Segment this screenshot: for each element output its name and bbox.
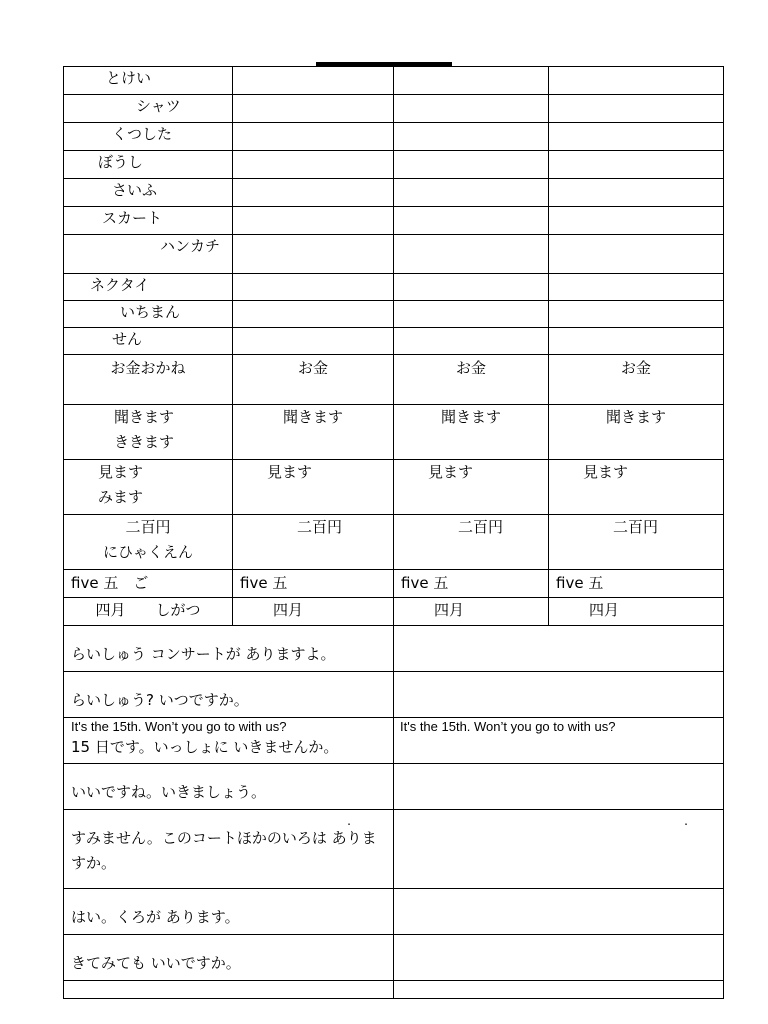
english-prompt: It's the 15th. Won’t you go to with us? <box>71 719 287 734</box>
answer-cell[interactable] <box>394 328 549 355</box>
table-row <box>64 207 724 235</box>
answer-cell[interactable] <box>549 328 724 355</box>
answer-cell[interactable] <box>64 981 394 999</box>
table-row <box>64 935 724 981</box>
kanji-reading: ききます <box>114 433 175 451</box>
dialogue-cell <box>64 718 394 764</box>
answer-cell[interactable] <box>233 235 394 274</box>
kanji-practice: 四月 <box>549 598 724 626</box>
answer-cell[interactable] <box>549 301 724 328</box>
dialogue-cell <box>64 810 394 889</box>
answer-cell[interactable] <box>394 935 724 981</box>
kanji-practice: 二百円 <box>549 515 724 570</box>
vocab-label: いちまん <box>64 301 233 328</box>
kanji-practice: 二百円 <box>233 515 394 570</box>
kanji-practice: 四月 <box>394 598 549 626</box>
vocab-label: くつした <box>64 123 233 151</box>
kanji-practice: five 五 <box>394 570 549 598</box>
kanji-reading: みます <box>98 488 144 506</box>
answer-cell[interactable] <box>394 626 724 672</box>
table-row <box>64 405 724 460</box>
kanji-main: 二百円 <box>125 518 171 536</box>
dialogue-line: らいしゅう コンサートが ありますよ。 <box>64 626 394 672</box>
kanji-label <box>64 515 233 570</box>
answer-cell[interactable] <box>233 274 394 301</box>
answer-cell[interactable] <box>394 889 724 935</box>
answer-cell[interactable] <box>394 235 549 274</box>
table-row <box>64 810 724 889</box>
answer-cell[interactable] <box>394 67 549 95</box>
answer-cell[interactable] <box>394 981 724 999</box>
answer-cell[interactable] <box>233 151 394 179</box>
kanji-main: 聞きます <box>114 408 175 426</box>
table-row <box>64 235 724 274</box>
kanji-practice: five 五 <box>233 570 394 598</box>
answer-cell[interactable] <box>394 123 549 151</box>
kanji-practice: 四月 <box>233 598 394 626</box>
answer-cell[interactable] <box>394 672 724 718</box>
dialogue-line: 15 日です。いっしょに いきませんか。 <box>71 738 339 756</box>
answer-cell[interactable] <box>549 67 724 95</box>
stray-mark: . <box>347 814 351 828</box>
answer-cell[interactable] <box>394 274 549 301</box>
kanji-main: 見ます <box>98 463 144 481</box>
table-row <box>64 151 724 179</box>
table-row <box>64 301 724 328</box>
dialogue-line: らいしゅう? いつですか。 <box>64 672 394 718</box>
table-row <box>64 672 724 718</box>
table-row <box>64 328 724 355</box>
table-row <box>64 355 724 405</box>
answer-cell[interactable] <box>549 123 724 151</box>
answer-cell[interactable] <box>394 151 549 179</box>
kanji-practice: 見ます <box>549 460 724 515</box>
table-row <box>64 570 724 598</box>
answer-cell[interactable] <box>549 207 724 235</box>
kanji-practice: 聞きます <box>233 405 394 460</box>
dialogue-line: はい。くろが あります。 <box>64 889 394 935</box>
kanji-reading: にひゃくえん <box>102 543 193 561</box>
vocab-label: シャツ <box>64 95 233 123</box>
vocab-label: せん <box>64 328 233 355</box>
kanji-practice: お金 <box>233 355 394 405</box>
answer-cell[interactable] <box>394 810 724 889</box>
answer-cell[interactable] <box>549 235 724 274</box>
english-prompt: It's the 15th. Won’t you go to with us? <box>400 719 616 734</box>
vocab-label: さいふ <box>64 179 233 207</box>
answer-cell[interactable] <box>394 95 549 123</box>
table-row <box>64 889 724 935</box>
answer-cell[interactable] <box>549 274 724 301</box>
answer-cell[interactable] <box>233 95 394 123</box>
answer-cell[interactable] <box>233 301 394 328</box>
answer-cell[interactable] <box>549 179 724 207</box>
table-row <box>64 460 724 515</box>
answer-cell[interactable] <box>394 207 549 235</box>
dialogue-line: いいですね。いきましょう。 <box>64 764 394 810</box>
dialogue-cell <box>394 718 724 764</box>
answer-cell[interactable] <box>233 328 394 355</box>
kanji-practice: 聞きます <box>549 405 724 460</box>
table-row <box>64 764 724 810</box>
answer-cell[interactable] <box>233 179 394 207</box>
table-row <box>64 95 724 123</box>
table-row <box>64 626 724 672</box>
table-row <box>64 123 724 151</box>
answer-cell[interactable] <box>549 151 724 179</box>
answer-cell[interactable] <box>394 764 724 810</box>
kanji-practice: 二百円 <box>394 515 549 570</box>
answer-cell[interactable] <box>233 67 394 95</box>
vocab-label: とけい <box>64 67 233 95</box>
table-row <box>64 67 724 95</box>
answer-cell[interactable] <box>394 301 549 328</box>
kanji-practice: 見ます <box>233 460 394 515</box>
kanji-label: 四月 しがつ <box>64 598 233 626</box>
vocab-label: ネクタイ <box>64 274 233 301</box>
answer-cell[interactable] <box>549 95 724 123</box>
kanji-practice: five 五 <box>549 570 724 598</box>
answer-cell[interactable] <box>233 207 394 235</box>
table-row <box>64 598 724 626</box>
vocab-label: ハンカチ <box>64 235 233 274</box>
answer-cell[interactable] <box>233 123 394 151</box>
vocab-label: ぼうし <box>64 151 233 179</box>
kanji-practice: お金 <box>394 355 549 405</box>
stray-mark: . <box>684 814 688 828</box>
table-row <box>64 274 724 301</box>
table-row <box>64 179 724 207</box>
kanji-practice: 聞きます <box>394 405 549 460</box>
worksheet-table <box>63 66 724 999</box>
dialogue-line: すみません。このコートほかのいろは ありますか。 <box>71 829 377 872</box>
table-row <box>64 718 724 764</box>
table-row <box>64 981 724 999</box>
answer-cell[interactable] <box>394 179 549 207</box>
dialogue-line: きてみても いいですか。 <box>64 935 394 981</box>
kanji-label: five 五 ご <box>64 570 233 598</box>
vocab-label: スカート <box>64 207 233 235</box>
kanji-practice: お金 <box>549 355 724 405</box>
kanji-label <box>64 460 233 515</box>
kanji-label <box>64 405 233 460</box>
kanji-label: お金おかね <box>64 355 233 405</box>
kanji-practice: 見ます <box>394 460 549 515</box>
table-row <box>64 515 724 570</box>
